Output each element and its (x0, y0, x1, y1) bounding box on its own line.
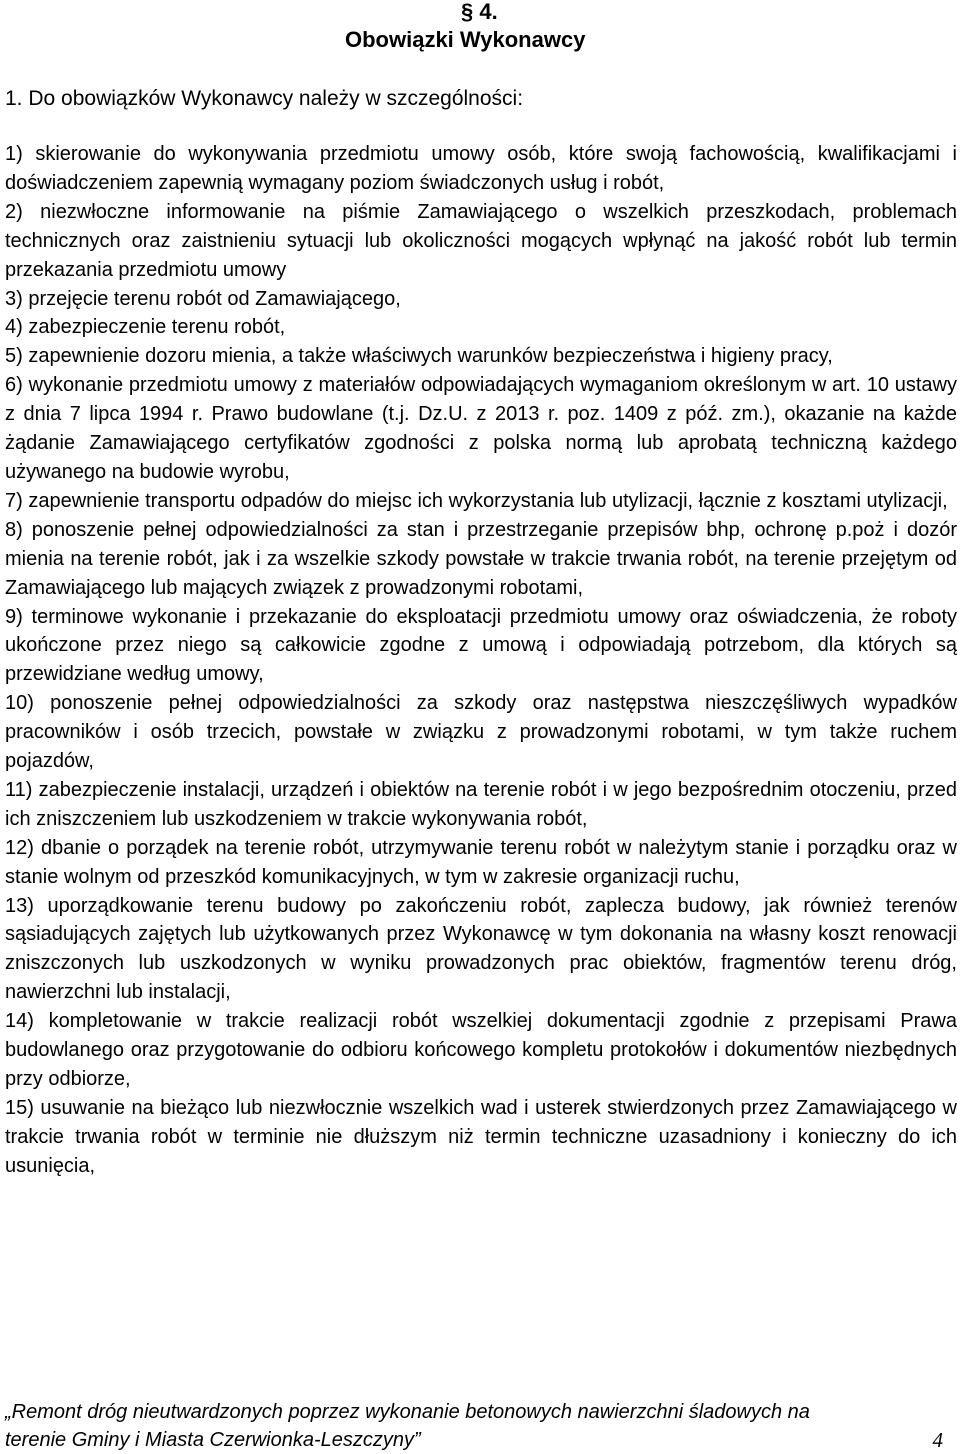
footer-project-title: „Remont dróg nieutwardzonych poprzez wykonanie betonowych nawierzchni śladowych na (5, 1401, 810, 1423)
page-number: 4 (932, 1428, 943, 1452)
list-item: 4) zabezpieczenie terenu robót, (5, 316, 286, 339)
list-item: 3) przejęcie terenu robót od Zamawiającego, (5, 287, 401, 310)
list-item: 13) uporządkowanie terenu budowy po zakończeniu robót, zaplecza budowy, jak również terenów sąsiadujących zajętych lub użytkowanych przez Wykonawcę w tym dokonania na własny koszt renowacji zniszczonych lub uszkodzonych w wyniku prowadzonych prac obiektów, fragmentów terenu dróg, nawierzchni lub instalacji, (5, 894, 957, 1004)
list-item: 6) wykonanie przedmiotu umowy z materiałów odpowiadających wymaganiom określonym w art. 10 ustawy z dnia 7 lipca 1994 r. Prawo budowlane (t.j. Dz.U. z 2013 r. poz. 1409 z póź. zm.), okazanie na każde żądanie Zamawiającego certyfikatów zgodności z polska normą lub aprobatą techniczną każdego używanego na budowie wyrobu, (5, 374, 957, 483)
list-item: 2) niezwłoczne informowanie na piśmie Zamawiającego o wszelkich przeszkodach, problemach technicznych oraz zaistnieniu sytuacji lub okoliczności mogących wpłynąć na jakość robót lub termin przekazania przedmiotu umowy (5, 200, 957, 281)
section-heading (0, 0, 960, 60)
list-item: 1) skierowanie do wykonywania przedmiotu umowy osób, które swoją fachowością, kwalifikacjami i doświadczeniem zapewnią wymagany poziom świadczonych usług i robót, (5, 143, 957, 194)
intro-paragraph: 1. Do obowiązków Wykonawcy należy w szczególności: (5, 87, 524, 110)
list-item: 5) zapewnienie dozoru mienia, a także właściwych warunków bezpieczeństwa i higieny pracy, (5, 345, 833, 368)
list-item: 12) dbanie o porządek na terenie robót, utrzymywanie terenu robót w należytym stanie i porządku oraz w stanie wolnym od przeszkód komunikacyjnych, w tym w zakresie organizacji ruchu, (5, 836, 957, 888)
list-item: 8) ponoszenie pełnej odpowiedzialności za stan i przestrzeganie przepisów bhp, ochronę p.poż i dozór mienia na terenie robót, jak i za wszelkie szkody powstałe w trakcie trwania robót, na terenie przejętym od Zamawiającego lub mających związek z prowadzonymi robotami, (5, 518, 957, 599)
list-item: 11) zabezpieczenie instalacji, urządzeń i obiektów na terenie robót i w jego bezpośrednim otoczeniu, przed ich zniszczeniem lub uszkodzeniem w trakcie wykonywania robót, (5, 778, 957, 830)
list-item: 15) usuwanie na bieżąco lub niezwłocznie wszelkich wad i usterek stwierdzonych przez Zamawiającego w trakcie trwania robót w terminie nie dłuższym niż termin techniczne uzasadniony i konieczny do ich usunięcia, (5, 1096, 957, 1177)
footer-project-title-continued: terenie Gminy i Miasta Czerwionka-Leszczyny” (5, 1429, 421, 1451)
list-item: 9) terminowe wykonanie i przekazanie do eksploatacji przedmiotu umowy oraz oświadczenia, że roboty ukończone przez niego są całkowicie zgodne z umową i odpowiadają potrzebom, dla których są przewidziane według umowy, (5, 605, 957, 686)
page-footer (5, 1398, 957, 1454)
section-title: Obowiązki Wykonawcy (345, 27, 586, 52)
list-item: 10) ponoszenie pełnej odpowiedzialności za szkody oraz następstwa nieszczęśliwych wypadków pracowników i osób trzecich, powstałe w związku z prowadzonymi robotami, w tym także ruchem pojazdów, (5, 692, 957, 773)
list-item: 14) kompletowanie w trakcie realizacji robót wszelkiej dokumentacji zgodnie z przepisami Prawa budowlanego oraz przygotowanie do odbioru końcowego kompletu protokołów i dokumentów niezbędnych przy odbiorze, (5, 1010, 957, 1090)
obligations-list (5, 140, 957, 1181)
section-number: § 4. (461, 0, 498, 24)
list-item: 7) zapewnienie transportu odpadów do miejsc ich wykorzystania lub utylizacji, łącznie z kosztami utylizacji, (5, 489, 948, 512)
